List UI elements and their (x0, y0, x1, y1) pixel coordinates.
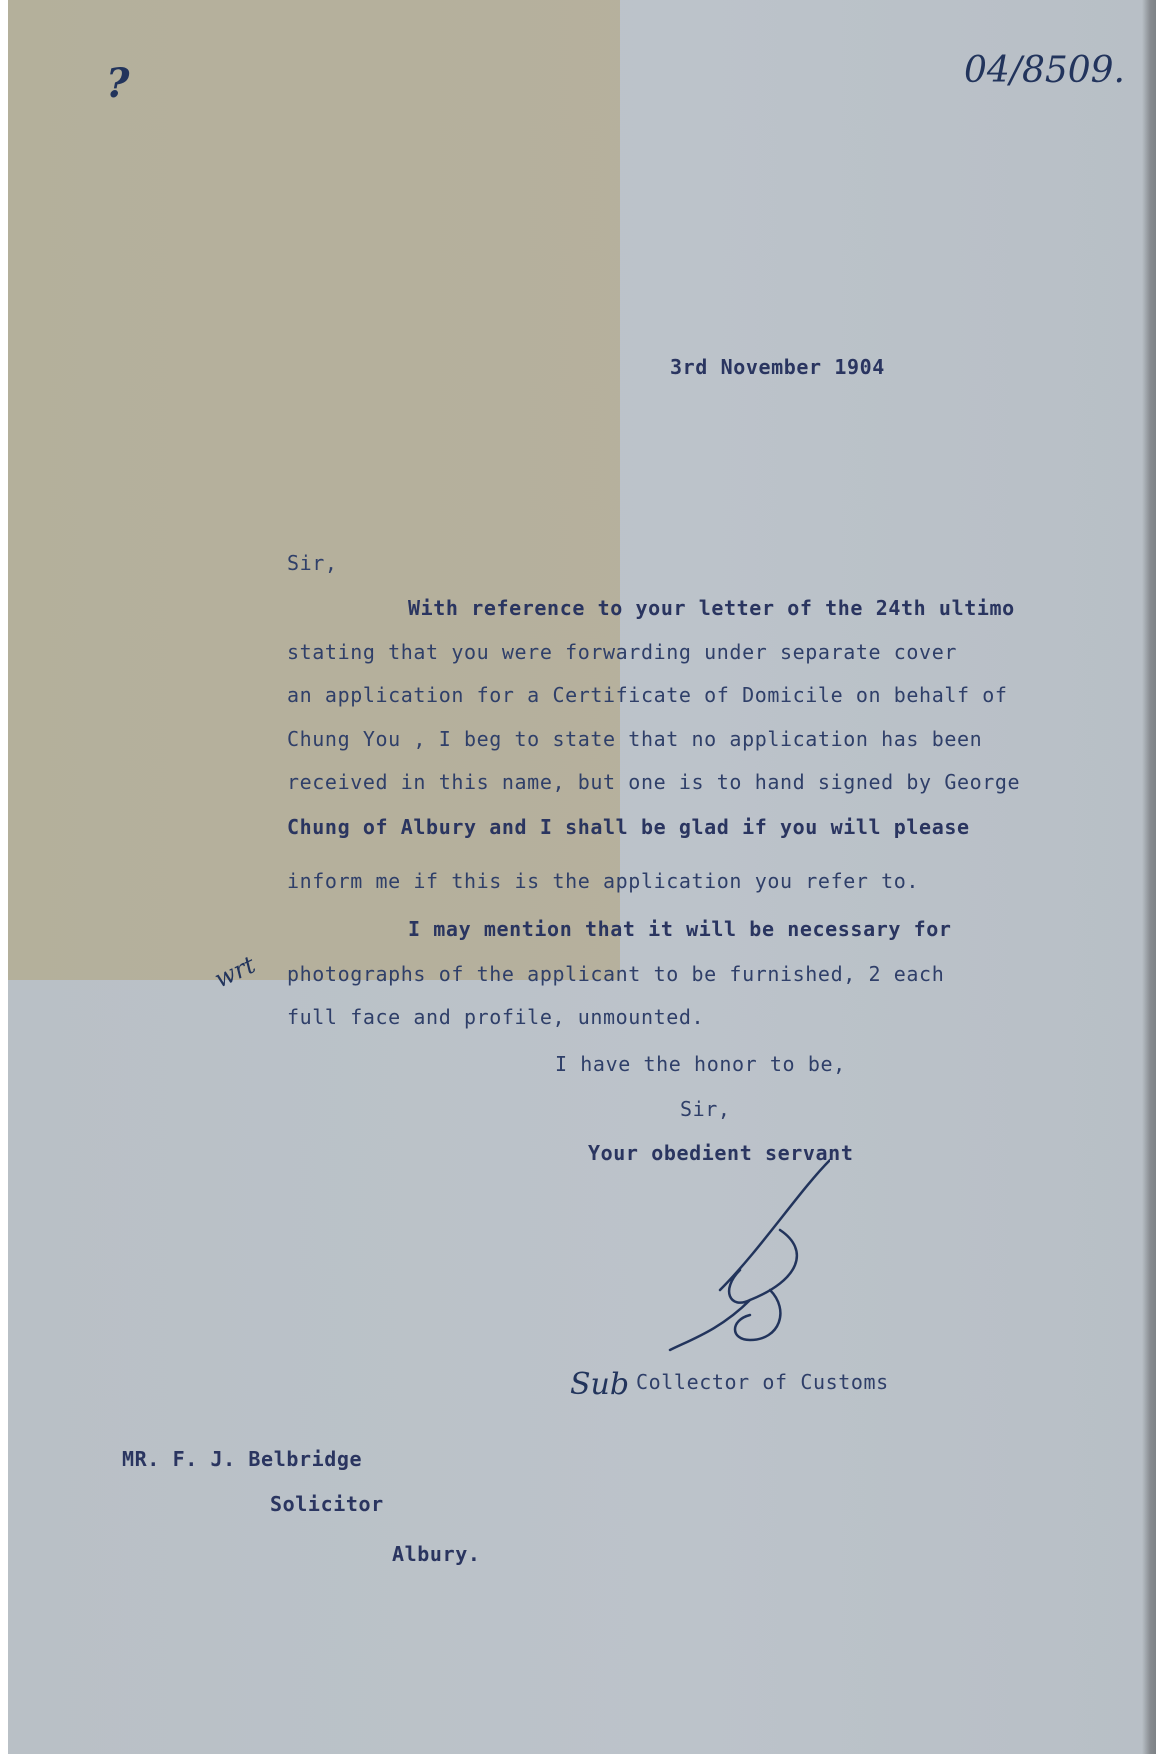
closing-line: Sir, (680, 1097, 731, 1121)
file-number: 04/8509. (964, 50, 1125, 91)
signature-prefix: Sub (570, 1367, 630, 1402)
margin-initials: wrt (210, 950, 260, 994)
salutation: Sir, (287, 551, 338, 575)
body-line: full face and profile, unmounted. (287, 1005, 705, 1029)
addressee-place: Albury. (392, 1542, 481, 1566)
body-line: I may mention that it will be necessary for (408, 917, 952, 941)
body-line: stating that you were forwarding under separate cover (287, 640, 957, 664)
body-line: Chung of Albury and I shall be glad if you will please (287, 815, 970, 839)
closing-line: I have the honor to be, (555, 1052, 846, 1076)
addressee-title: Solicitor (270, 1492, 384, 1516)
body-line: With reference to your letter of the 24th ultimo (408, 596, 1015, 620)
signature-flourish (650, 1150, 830, 1360)
letter-date: 3rd November 1904 (670, 355, 885, 379)
body-line: received in this name, but one is to hand signed by George (287, 770, 1021, 794)
signature-title: Collector of Customs (636, 1370, 889, 1394)
body-line: inform me if this is the application you refer to. (287, 869, 920, 893)
page-right-edge (1142, 0, 1156, 1754)
body-line: an application for a Certificate of Domicile on behalf of (287, 683, 1008, 707)
closing-line: Your obedient servant (588, 1141, 854, 1165)
page-left-edge (0, 0, 8, 1754)
body-line: photographs of the applicant to be furnished, 2 each (287, 962, 945, 986)
addressee-name: MR. F. J. Belbridge (122, 1447, 363, 1471)
body-line: Chung You , I beg to state that no application has been (287, 727, 983, 751)
corner-mark: ? (106, 60, 130, 107)
